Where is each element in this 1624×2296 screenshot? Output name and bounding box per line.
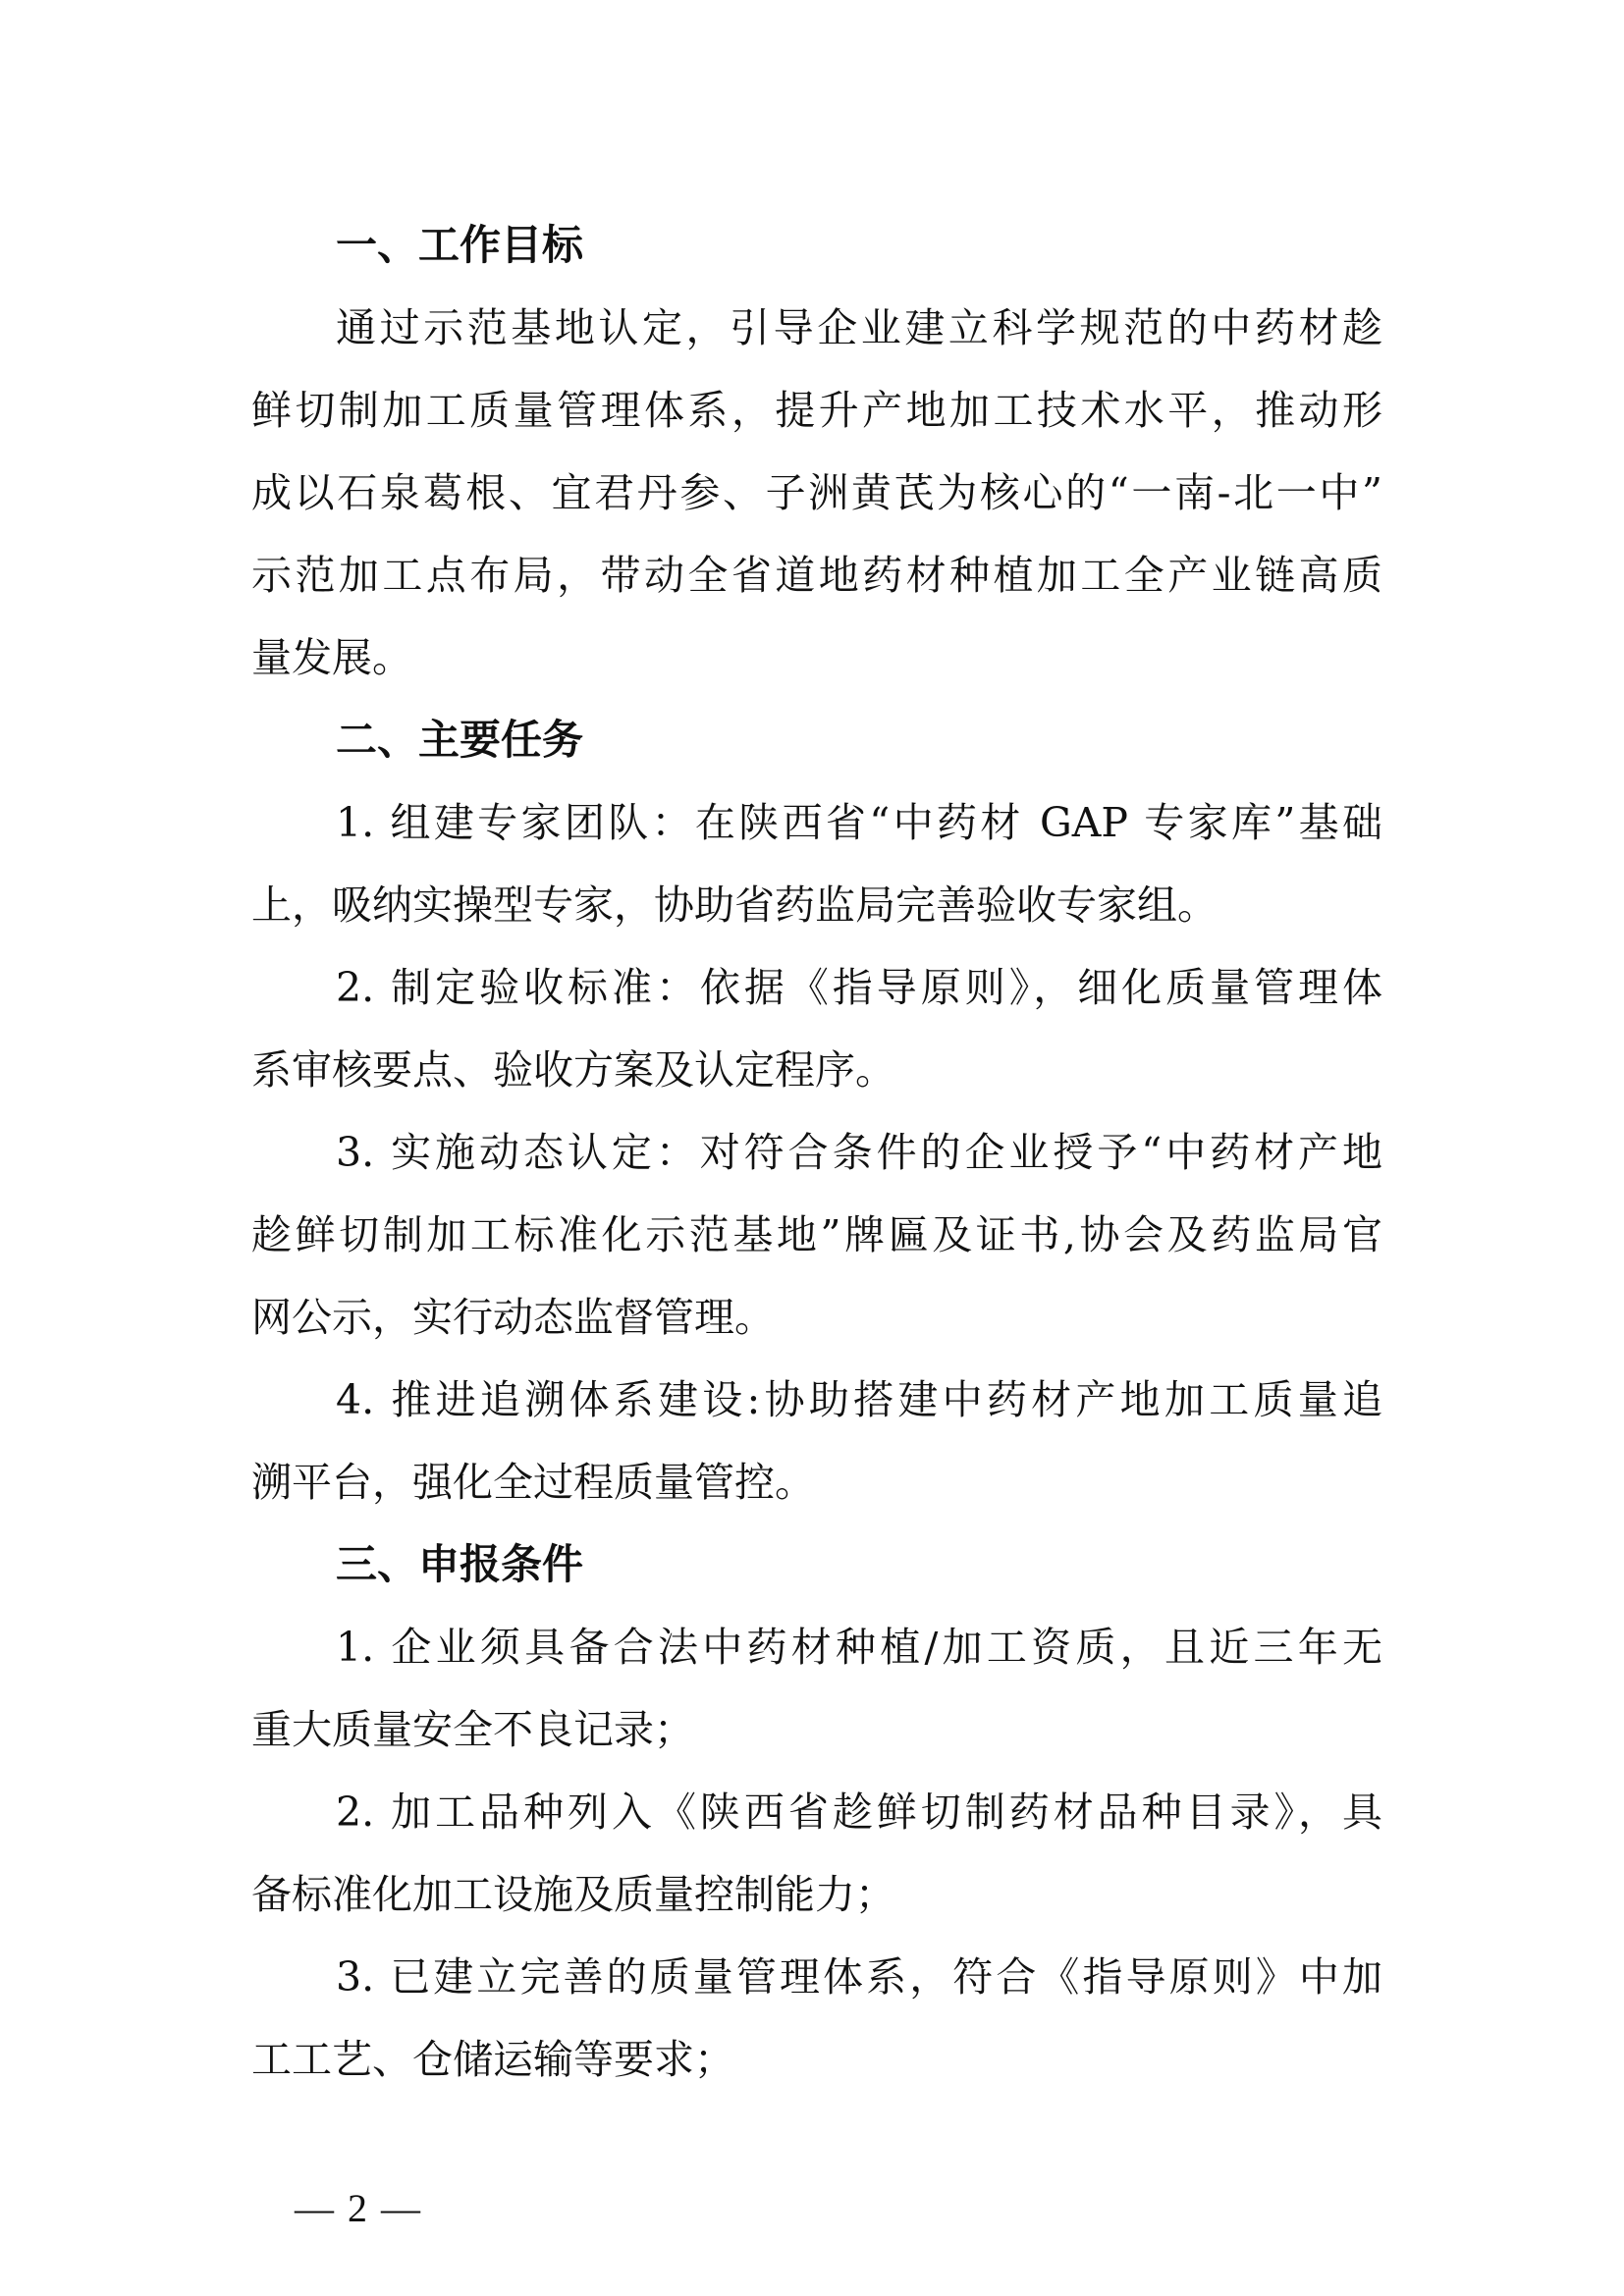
paragraph-line: 量发展。 [251, 634, 412, 681]
section-heading-goals: 一、工作目标 [336, 221, 584, 269]
paragraph-line: 重大质量安全不良记录； [251, 1706, 694, 1753]
paragraph-line: 通过示范基地认定，引导企业建立科学规范的中药材趁 [336, 304, 1382, 351]
paragraph-line: 1. 企业须具备合法中药材种植/加工资质，且近三年无 [336, 1624, 1382, 1671]
paragraph-line: 成以石泉葛根、宜君丹参、子洲黄芪为核心的“一南-北一中” [251, 469, 1382, 516]
paragraph-line: 1. 组建专家团队：在陕西省“中药材 GAP 专家库”基础 [336, 799, 1382, 846]
section-heading-tasks: 二、主要任务 [336, 716, 584, 764]
paragraph-line: 3. 已建立完善的质量管理体系，符合《指导原则》中加 [336, 1953, 1382, 2001]
paragraph-line: 鲜切制加工质量管理体系，提升产地加工技术水平，推动形 [251, 387, 1382, 434]
paragraph-line: 趁鲜切制加工标准化示范基地”牌匾及证书,协会及药监局官 [251, 1211, 1382, 1258]
paragraph-line: 上，吸纳实操型专家，协助省药监局完善验收专家组。 [251, 881, 1218, 929]
paragraph-line: 示范加工点布局，带动全省道地药材种植加工全产业链高质 [251, 552, 1382, 599]
paragraph-line: 系审核要点、验收方案及认定程序。 [251, 1046, 895, 1094]
paragraph-line: 工工艺、仓储运输等要求； [251, 2036, 734, 2083]
paragraph-line: 溯平台，强化全过程质量管控。 [251, 1459, 815, 1506]
paragraph-line: 2. 加工品种列入《陕西省趁鲜切制药材品种目录》，具 [336, 1789, 1382, 1836]
paragraph-line: 备标准化加工设施及质量控制能力； [251, 1871, 895, 1918]
paragraph-line: 3. 实施动态认定：对符合条件的企业授予“中药材产地 [336, 1129, 1382, 1176]
paragraph-line: 4. 推进追溯体系建设:协助搭建中药材产地加工质量追 [336, 1376, 1382, 1423]
paragraph-line: 网公示，实行动态监督管理。 [251, 1294, 775, 1341]
section-heading-conditions: 三、申报条件 [336, 1540, 584, 1588]
page-number: — 2 — [295, 2186, 422, 2230]
paragraph-line: 2. 制定验收标准：依据《指导原则》，细化质量管理体 [336, 964, 1382, 1011]
